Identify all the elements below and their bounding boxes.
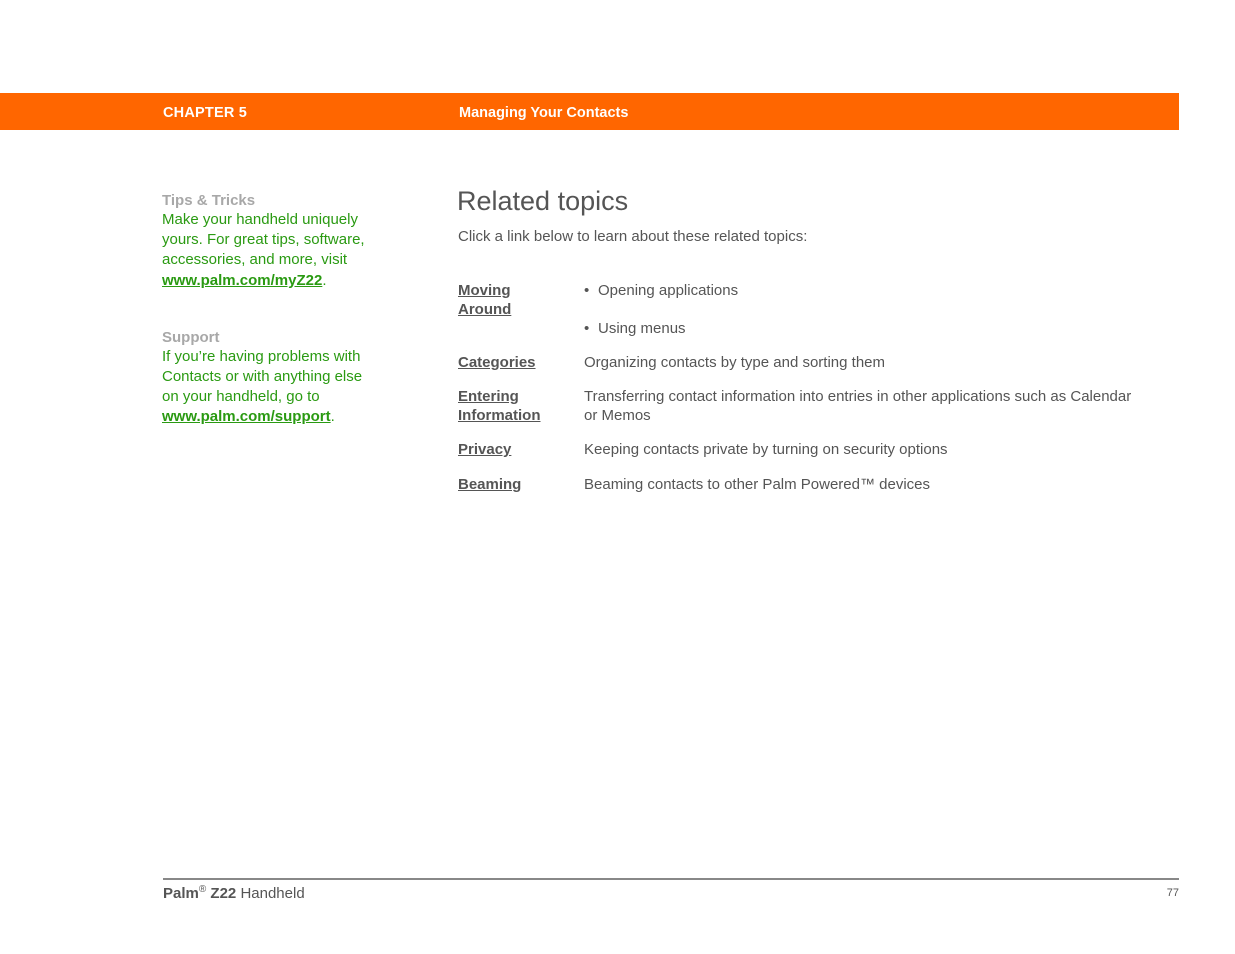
support-heading: Support xyxy=(162,328,220,346)
footer-suffix: Handheld xyxy=(240,885,305,902)
footer-brand: Palm xyxy=(163,885,199,902)
footer-model: Z22 xyxy=(210,885,237,902)
page-number: 77 xyxy=(1166,887,1179,899)
chapter-number: CHAPTER 5 xyxy=(163,105,247,121)
tips-body: Make your handheld uniquely yours. For great tips, software, accessories, and more, visit xyxy=(162,211,365,269)
support-text xyxy=(162,347,372,428)
chapter-header-bar xyxy=(0,93,1179,130)
topic-description: Keeping contacts private by turning on security options xyxy=(584,441,948,458)
bullet-item xyxy=(584,281,738,300)
support-block xyxy=(162,329,372,428)
topic-description: Beaming contacts to other Palm Powered™ devices xyxy=(584,476,931,493)
topic-description: Organizing contacts by type and sorting them xyxy=(584,354,885,371)
bullet-text: Opening applications xyxy=(598,282,739,299)
sidebar xyxy=(162,192,372,428)
topic-link-privacy[interactable]: Privacy xyxy=(458,441,512,458)
tips-link[interactable]: www.palm.com/myZ22 xyxy=(162,271,323,289)
tips-end: . xyxy=(322,271,327,289)
topic-link-beaming[interactable]: Beaming xyxy=(458,476,522,493)
tips-block xyxy=(162,192,372,291)
intro-text: Click a link below to learn about these related topics: xyxy=(458,228,808,245)
topic-link-moving-around[interactable]: Moving Around xyxy=(458,282,512,318)
tips-heading: Tips & Tricks xyxy=(162,192,256,209)
bullet-text: Using menus xyxy=(598,320,686,337)
tips-text xyxy=(162,210,372,291)
bullet-icon: • xyxy=(584,282,590,299)
page-title: Related topics xyxy=(457,186,629,216)
footer-product-name xyxy=(163,884,305,902)
chapter-title: Managing Your Contacts xyxy=(459,105,629,121)
topic-description: Transferring contact information into entries in other applications such as Calendar or Memos xyxy=(584,388,1132,424)
topic-link-categories[interactable]: Categories xyxy=(458,354,536,371)
registered-mark: ® xyxy=(198,884,207,895)
topic-link-entering-information[interactable]: Entering Information xyxy=(458,388,541,424)
support-link[interactable]: www.palm.com/support xyxy=(162,408,331,426)
bullet-item xyxy=(584,319,686,338)
support-body: If you’re having problems with Contacts or with anything else on your handheld, go to xyxy=(162,347,363,406)
support-end: . xyxy=(330,408,335,426)
bullet-icon: • xyxy=(584,320,590,337)
footer-divider xyxy=(163,878,1179,880)
